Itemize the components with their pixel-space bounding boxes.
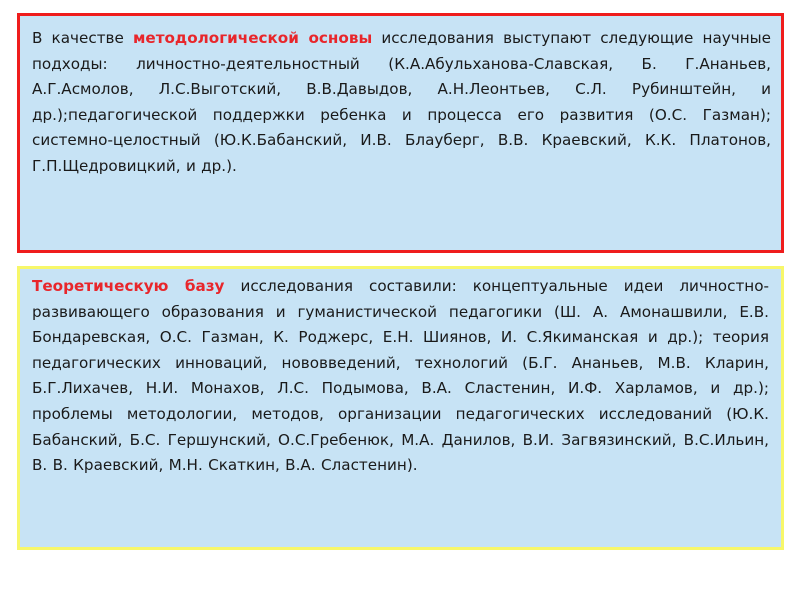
methodology-text-box — [17, 13, 784, 253]
theory-highlight: Теоретическую базу — [32, 277, 225, 295]
methodology-body: исследования выступают следующие научные подходы: личностно-деятельностный (К.А.Абульханова-Славская, Б. Г.Ананьев, А.Г.Асмолов, Л.С.Выготский, В.В.Давыдов, А.Н.Леонтьев, С.Л. Рубинштейн, и др.);педагогической поддержки ребенка и процесса его развития (О.С. Газман); системно-целостный (Ю.К.Бабанский, И.В. Блауберг, В.В. Краевский, К.К. Платонов, Г.П.Щедровицкий, и др.). — [32, 29, 771, 175]
methodology-lead: В качестве — [32, 29, 133, 47]
theory-body: исследования составили: концептуальные идеи личностно-развивающего образования и гуманистической педагогики (Ш. А. Амонашвили, Е.В. Бондаревская, О.С. Газман, К. Роджерс, Е.Н. Шиянов, И. С.Якиманская и др.); теория педагогических инноваций, нововведений, технологий (Б.Г. Ананьев, М.В. Кларин, Б.Г.Лихачев, Н.И. Монахов, Л.С. Подымова, В.А. Сластенин, И.Ф. Харламов, и др.); проблемы методологии, методов, организации педагогических исследований (Ю.К. Бабанский, Б.С. Гершунский, О.С.Гребенюк, М.А. Данилов, В.И. Загвязинский, В.С.Ильин, В. В. Краевский, М.Н. Скаткин, В.А. Сластенин). — [32, 277, 769, 475]
theory-text-box — [17, 266, 784, 550]
methodology-highlight: методологической основы — [132, 29, 373, 47]
